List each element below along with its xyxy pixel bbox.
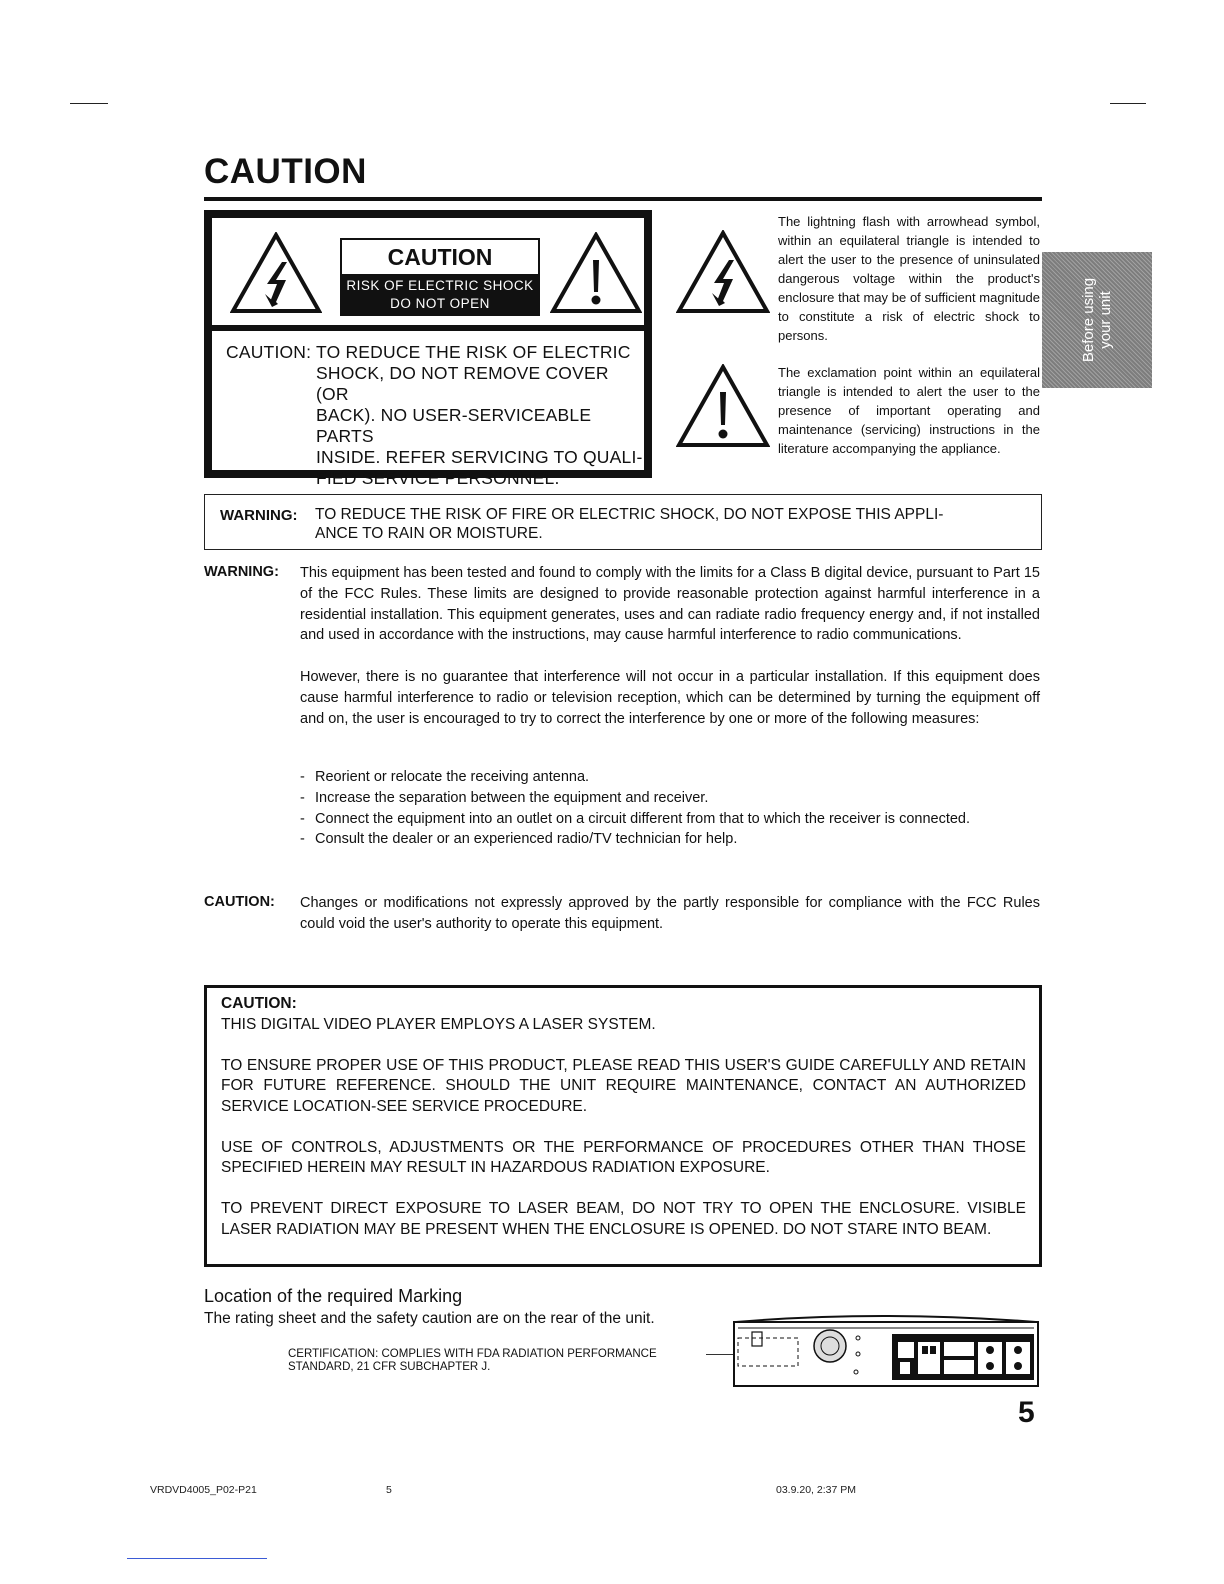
fcc-paragraph: However, there is no guarantee that interference will not occur in a particular installation. If this equipment does cause harmful interference to radio or television reception, which can be determined by turning the equipment off and on, the user is encouraged to try to correct the interference by one or more of the following measures: bbox=[300, 669, 1040, 727]
caution-label-prefix: CAUTION: bbox=[226, 342, 312, 362]
caution-line: INSIDE. REFER SERVICING TO QUALI- bbox=[316, 447, 643, 467]
bottom-underline bbox=[127, 1558, 267, 1559]
lightning-triangle-icon bbox=[230, 232, 322, 314]
crop-mark-right bbox=[1110, 103, 1146, 104]
footer-filename: VRDVD4005_P02-P21 bbox=[150, 1484, 257, 1496]
caution-line: TO REDUCE THE RISK OF ELECTRIC bbox=[316, 342, 631, 362]
section-tab bbox=[1042, 252, 1152, 388]
warning-label: WARNING: bbox=[220, 507, 298, 524]
warning-text bbox=[315, 505, 1015, 543]
certification-text bbox=[288, 1348, 657, 1374]
fcc-warning-label: WARNING: bbox=[204, 564, 279, 580]
caution-label bbox=[204, 210, 652, 488]
lightning-symbol-description: The lightning flash with arrowhead symbol, within an equilateral triangle is intended to alert the user to the presence of uninsulated dangerous voltage within the product's enclosure that may be of sufficient magnitude to constitute a risk of electric shock to persons. bbox=[778, 214, 1040, 343]
risk-caution-line2: DO NOT OPEN bbox=[390, 296, 490, 311]
marking-title: Location of the required Marking bbox=[204, 1286, 463, 1306]
warning-line: TO REDUCE THE RISK OF FIRE OR ELECTRIC SHOCK, DO NOT EXPOSE THIS APPLI- bbox=[315, 506, 944, 523]
title-rule bbox=[204, 197, 1042, 201]
laser-paragraph: TO PREVENT DIRECT EXPOSURE TO LASER BEAM, DO NOT TRY TO OPEN THE ENCLOSURE. VISIBLE LASER RADIATION MAY BE PRESENT WHEN THE ENCLOSURE IS OPENED. DO NOT STARE INTO BEAM. bbox=[221, 1200, 1026, 1238]
laser-caution-heading: CAUTION: bbox=[221, 995, 297, 1012]
page-title: CAUTION bbox=[204, 152, 367, 191]
crop-mark-left bbox=[70, 103, 108, 104]
rain-moisture-warning bbox=[204, 494, 1042, 550]
laser-paragraph: THIS DIGITAL VIDEO PLAYER EMPLOYS A LASER SYSTEM. bbox=[221, 1015, 656, 1033]
unit-rear-panel-illustration bbox=[730, 1308, 1042, 1390]
list-item: - Reorient or relocate the receiving antenna. bbox=[300, 767, 1040, 788]
risk-caution-heading: CAUTION bbox=[342, 240, 538, 274]
interference-measures-list bbox=[300, 767, 1040, 850]
certification-line: STANDARD, 21 CFR SUBCHAPTER J. bbox=[288, 1361, 491, 1373]
fcc-paragraph: This equipment has been tested and found to comply with the limits for a Class B digital device, pursuant to Part 15 of the FCC Rules. These limits are designed to provide reasonable protection against harmful interference in a residential installation. This equipment generates, uses and can radiate radio frequency energy and, if not installed and used in accordance with the instructions, may cause harmful interference to radio communications. bbox=[300, 565, 1040, 644]
lightning-triangle-icon bbox=[676, 230, 770, 314]
exclamation-triangle-icon bbox=[550, 232, 642, 314]
laser-paragraph: USE OF CONTROLS, ADJUSTMENTS OR THE PERFORMANCE OF PROCEDURES OTHER THAN THOSE SPECIFIED HEREIN MAY RESULT IN HAZARDOUS RADIATION EXPOSURE. bbox=[221, 1138, 1026, 1176]
list-item: - Connect the equipment into an outlet on a circuit different from that to which the receiver is connected. bbox=[300, 809, 1040, 830]
caution-line: SHOCK, DO NOT REMOVE COVER (OR bbox=[316, 363, 609, 404]
caution-line: BACK). NO USER-SERVICEABLE PARTS bbox=[316, 405, 592, 446]
section-tab-label: Before using your unit bbox=[1080, 277, 1114, 363]
fcc-caution-text: Changes or modifications not expressly approved by the partly responsible for compliance with the FCC Rules could void the user's authority to operate this equipment. bbox=[300, 895, 1040, 932]
page-number: 5 bbox=[1018, 1396, 1035, 1429]
warning-line: ANCE TO RAIN OR MOISTURE. bbox=[315, 525, 543, 542]
certification-line: CERTIFICATION: COMPLIES WITH FDA RADIATION PERFORMANCE bbox=[288, 1348, 657, 1360]
laser-caution-box bbox=[204, 985, 1042, 1267]
caution-label-header bbox=[212, 218, 644, 331]
laser-paragraph: TO ENSURE PROPER USE OF THIS PRODUCT, PLEASE READ THIS USER'S GUIDE CAREFULLY AND RETAIN FOR FUTURE REFERENCE. SHOULD THE UNIT REQUIRE MAINTENANCE, CONTACT AN AUTHORIZED SERVICE LOCATION-SEE SERVICE PROCEDURE. bbox=[221, 1056, 1026, 1115]
caution-label-text bbox=[226, 342, 644, 489]
footer-page: 5 bbox=[386, 1484, 392, 1496]
marking-text: The rating sheet and the safety caution are on the rear of the unit. bbox=[204, 1310, 655, 1327]
list-item: - Consult the dealer or an experienced radio/TV technician for help. bbox=[300, 829, 1040, 850]
caution-line: FIED SERVICE PERSONNEL. bbox=[316, 468, 560, 488]
fcc-caution-label: CAUTION: bbox=[204, 894, 275, 910]
footer-date: 03.9.20, 2:37 PM bbox=[776, 1484, 856, 1496]
list-item: - Increase the separation between the equipment and receiver. bbox=[300, 788, 1040, 809]
risk-caution-plate bbox=[340, 238, 540, 316]
exclamation-symbol-description: The exclamation point within an equilateral triangle is intended to alert the user to the presence of important operating and maintenance (servicing) instructions in the literature accompanying the appliance. bbox=[778, 365, 1040, 456]
exclamation-triangle-icon bbox=[676, 364, 770, 448]
risk-caution-line1: RISK OF ELECTRIC SHOCK bbox=[346, 278, 534, 293]
